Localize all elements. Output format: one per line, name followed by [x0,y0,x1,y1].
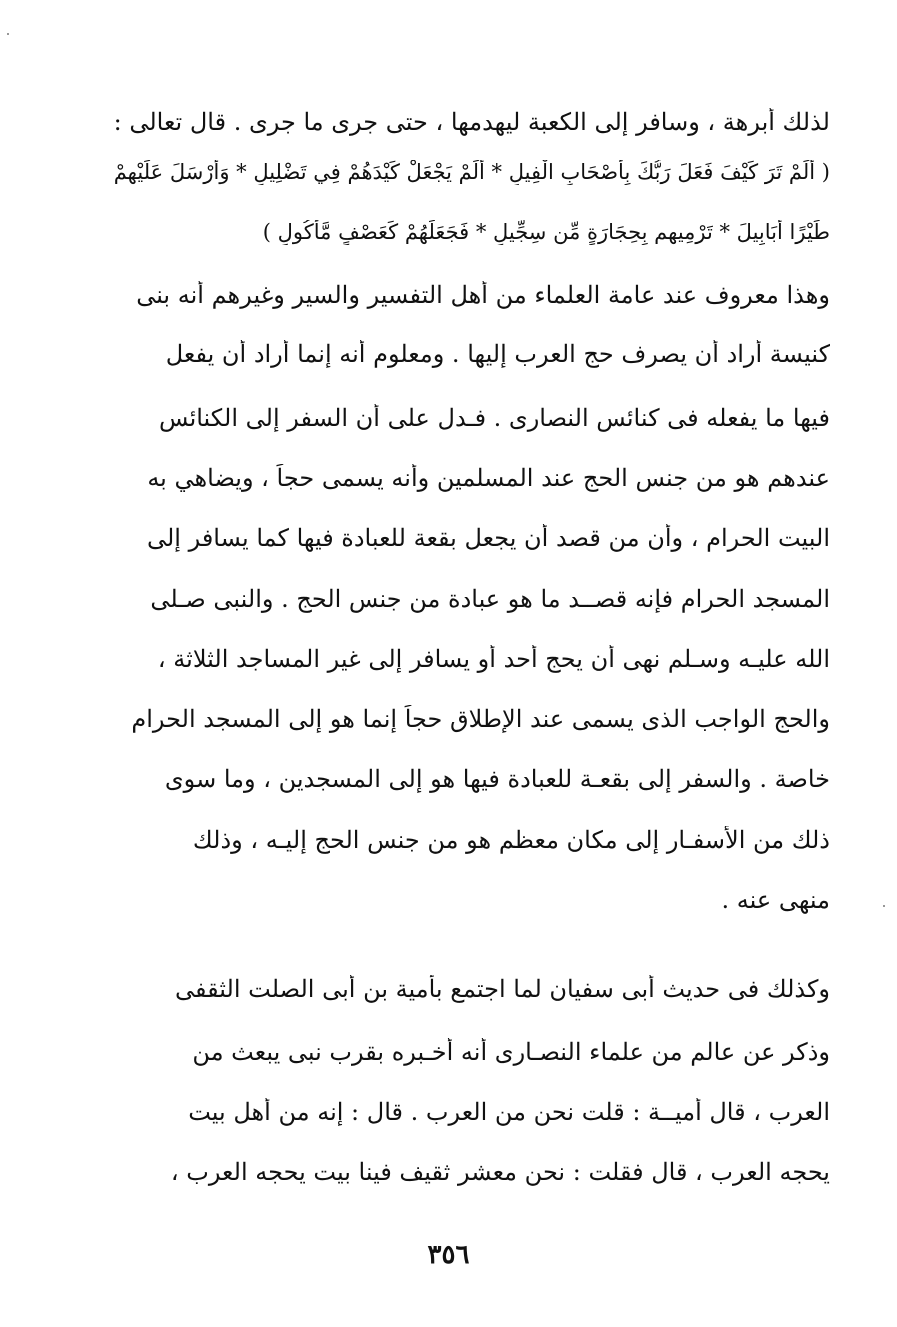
text-line: يحجه العرب ، قال فقلت : نحن معشر ثقيف فينا بيت يحجه العرب ، [170,1158,830,1186]
text-line: كنيسة أراد أن يصرف حج العرب إليها . ومعلوم أنه إنما أراد أن يفعل [165,340,830,368]
text-line: وذكر عن عالم من علماء النصـارى أنه أخـبره بقرب نبى يبعث من [192,1038,830,1066]
page-number: ٣٥٦ [427,1240,470,1270]
text-line: المسجد الحرام فإنه قصــد ما هو عبادة من جنس الحج . والنبى صـلى [150,585,830,613]
scan-speck [883,905,885,907]
text-line: فيها ما يفعله فى كنائس النصارى . فـدل على أن السفر إلى الكنائس [158,404,830,432]
text-line: العرب ، قال أميــة : قلت نحن من العرب . قال : إنه من أهل بيت [188,1098,830,1126]
text-line: وهذا معروف عند عامة العلماء من أهل التفسير والسير وغيرهم أنه بنى [136,281,830,309]
quran-verse-line: ( أَلَمْ تَرَ كَيْفَ فَعَلَ رَبُّكَ بِأَصْحَابِ الْفِيلِ * أَلَمْ يَجْعَلْ كَيْدَهُمْ فِي تَضْلِيلٍ * وَأَرْسَلَ عَلَيْهِمْ [113,160,830,184]
text-line: وكذلك فى حديث أبى سفيان لما اجتمع بأمية بن أبى الصلت الثقفى [175,975,830,1003]
text-line: لذلك أبرهة ، وسافر إلى الكعبة ليهدمها ، حتى جرى ما جرى . قال تعالى : [113,108,830,136]
text-line: ذلك من الأسفـار إلى مكان معظم هو من جنس الحج إليـه ، وذلك [192,826,830,854]
text-line: خاصة . والسفر إلى بقعـة للعبادة فيها هو إلى المسجدين ، وما سوى [164,765,830,793]
scan-speck [7,33,9,35]
text-line: البيت الحرام ، وأن من قصد أن يجعل بقعة للعبادة فيها كما يسافر إلى [146,524,830,552]
text-line: منهى عنه . [721,886,830,914]
text-line: عندهم هو من جنس الحج عند المسلمين وأنه يسمى حجاً ، ويضاهي به [147,464,830,492]
text-line: والحج الواجب الذى يسمى عند الإطلاق حجاً إنما هو إلى المسجد الحرام [131,705,830,733]
quran-verse-line: طَيْرًا أَبَابِيلَ * تَرْمِيهِم بِحِجَارَةٍ مِّن سِجِّيلٍ * فَجَعَلَهُمْ كَعَصْفٍ مَّأْكُولٍ ) [262,220,830,244]
text-line: الله عليـه وسـلم نهى أن يحج أحد أو يسافر إلى غير المساجد الثلاثة ، [157,645,830,673]
